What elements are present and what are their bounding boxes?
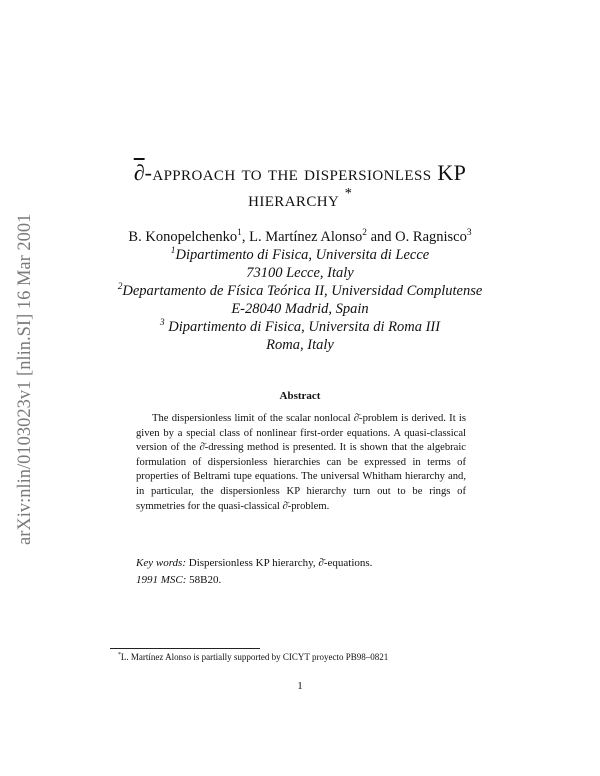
author-1-affil: 1 <box>237 228 242 239</box>
keywords-line <box>136 555 466 572</box>
keywords-block <box>136 555 466 589</box>
affiliation-2-mark: 2 <box>117 282 123 293</box>
author-list <box>80 228 520 246</box>
abstract-heading: Abstract <box>279 390 321 402</box>
author-3: O. Ragnisco <box>395 229 467 245</box>
author-separator-1: , <box>241 229 250 245</box>
title-footnote-mark: * <box>344 185 352 202</box>
footnote-text: L. Martínez Alonso is partially supported by CICYT proyecto PB98–0821 <box>120 652 389 662</box>
author-3-affil: 3 <box>466 228 472 239</box>
affiliation-1 <box>80 246 520 282</box>
affiliation-1-city: 73100 Lecce, Italy <box>246 265 354 281</box>
msc-line <box>136 572 466 589</box>
paper-title <box>100 160 500 212</box>
affiliation-3 <box>80 318 520 354</box>
affiliation-2-text: Departamento de Física Teórica II, Universidad Complutense <box>122 283 483 299</box>
keywords-text: Dispersionless KP hierarchy, ∂̄-equations. <box>186 557 373 569</box>
footnote <box>118 651 518 663</box>
msc-label: 1991 MSC: <box>136 574 187 586</box>
affiliation-1-mark: 1 <box>170 246 176 257</box>
title-text-2: hierarchy <box>248 186 340 211</box>
footnote-rule <box>110 648 260 649</box>
affiliation-2-city: E-28040 Madrid, Spain <box>231 301 369 317</box>
author-separator-2: and <box>366 229 396 245</box>
affiliation-2-name <box>80 282 520 300</box>
affiliation-3-text: Dipartimento di Fisica, Universita di Roma III <box>164 319 441 335</box>
msc-text: 58B20. <box>186 574 222 586</box>
affiliation-2 <box>80 282 520 318</box>
author-2: L. Martínez Alonso <box>249 229 363 245</box>
title-line-2 <box>100 186 500 212</box>
keywords-label: Key words: <box>136 557 187 569</box>
title-text-1: -approach to the dispersionless KP <box>144 160 467 185</box>
page-number: 1 <box>297 680 303 692</box>
abstract-body: The dispersionless limit of the scalar nonlocal ∂̄-problem is derived. It is given by a special class of nonlinear first-order equations. A quasi-classical version of the ∂̄-dressing method is presented. It is shown that the algebraic formulation of dispersionless hierarchies can be expressed in terms of properties of Beltrami tupe equations. The universal Whitham hierarchy and, in particular, the dispersionless KP hierarchy turn out to be rings of symmetries for the quasi-classical ∂̄-problem. <box>136 413 466 512</box>
affiliation-1-name <box>80 246 520 264</box>
affiliation-1-text: Dipartimento di Fisica, Universita di Lecce <box>175 247 430 263</box>
author-2-affil: 2 <box>362 228 367 239</box>
arxiv-identifier-stamp: arXiv:nlin/0103023v1 [nlin.SI] 16 Mar 2001 <box>15 213 35 545</box>
affiliation-3-city: Roma, Italy <box>266 337 334 353</box>
affiliation-3-name <box>80 318 520 336</box>
footnote-mark: * <box>118 652 121 658</box>
dbar-symbol: ∂ <box>133 160 145 185</box>
title-line-1 <box>100 160 500 186</box>
author-1: B. Konopelchenko <box>128 229 238 245</box>
affiliation-3-mark: 3 <box>159 318 165 329</box>
